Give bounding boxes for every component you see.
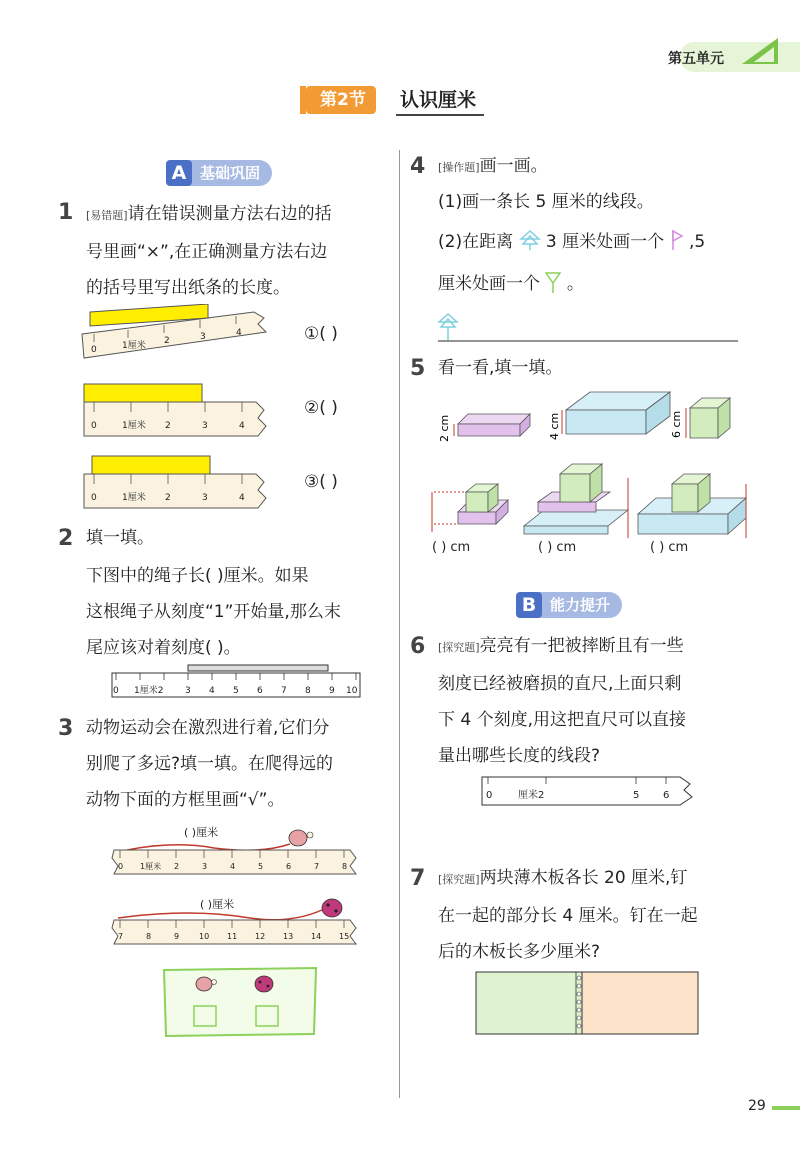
q5-answer-2[interactable]: ( ) cm [538, 540, 577, 555]
q2-r-label-0: 0 [113, 686, 119, 696]
q1-tag: [易错题] [86, 209, 128, 222]
q4-line-3b: 。 [566, 274, 584, 294]
q3-line-3: 动物下面的方框里画“√”。 [86, 790, 285, 810]
slab-block-4cm [562, 392, 670, 434]
q7-line-3: 后的木板长多少厘米? [438, 942, 601, 962]
q6-line-1: 亮亮有一把被摔断且有一些 [479, 636, 684, 656]
q3-label-1: ( )厘米 [184, 826, 219, 839]
q1-r1-label-4: 4 [236, 328, 242, 338]
q3-r1-label-1: 1厘米 [140, 862, 162, 871]
q3-r2-label-3: 10 [199, 932, 210, 941]
q2-r-label-6: 7 [281, 686, 287, 696]
q1-r3-label-2: 2 [165, 493, 171, 503]
q5-blocks-figure [428, 388, 758, 562]
q1-r2-label-4: 4 [239, 421, 245, 431]
q2-r-label-4: 5 [233, 686, 239, 696]
q5-answer-1[interactable]: ( ) cm [432, 540, 471, 555]
cube-block-6cm [686, 398, 730, 438]
q3-text [86, 710, 333, 818]
q1-ruler-3 [78, 454, 274, 514]
q1-text [86, 196, 332, 306]
q1-r1-label-2: 2 [164, 336, 170, 346]
q4-line-1: (1)画一条长 5 厘米的线段。 [438, 192, 654, 212]
snail-icon [289, 830, 313, 846]
q2-ruler [108, 664, 364, 700]
level-a-letter: A [166, 160, 192, 186]
q3-r1-label-6: 6 [286, 862, 292, 871]
q1-line-1: 请在错误测量方法右边的括 [127, 204, 332, 224]
q2-r-label-2: 3 [185, 686, 191, 696]
stack-2 [524, 464, 628, 538]
q3-r1-label-7: 7 [314, 862, 320, 871]
q7-line-1: 两块薄木板各长 20 厘米,钉 [479, 868, 688, 888]
q7-tag: [探究题] [438, 873, 480, 886]
q1-number: 1 [58, 200, 74, 225]
q3-r2-label-1: 8 [146, 932, 152, 941]
q4-drawing-line[interactable] [436, 312, 740, 346]
q6-r-label-3: 6 [663, 790, 670, 801]
flat-block-2cm [454, 414, 530, 436]
q2-line-3: 尾应该对着刻度( )。 [86, 638, 241, 658]
q1-option-1[interactable]: ①( ) [304, 324, 338, 344]
q1-r2-label-1: 1厘米 [122, 421, 146, 431]
q6-broken-ruler [480, 774, 694, 808]
q3-r1-label-4: 4 [230, 862, 236, 871]
q3-r2-label-2: 9 [174, 932, 180, 941]
q6-line-2: 刻度已经被磨损的直尺,上面只剩 [438, 674, 682, 694]
page-number: 29 [748, 1098, 766, 1114]
q7-boards-figure [474, 970, 702, 1036]
q1-r2-label-0: 0 [91, 421, 97, 431]
q4-line-2b: 3 厘米处画一个 [545, 232, 665, 252]
q3-r2-label-0: 7 [118, 932, 124, 941]
flag-icon [670, 229, 684, 251]
q1-r3-label-0: 0 [91, 493, 97, 503]
q7-line-2: 在一起的部分长 4 厘米。钉在一起 [438, 906, 698, 926]
q1-r3-label-4: 4 [239, 493, 245, 503]
q2-r-label-7: 8 [305, 686, 311, 696]
triangle-ruler-icon [740, 36, 780, 66]
q4-line-2c: ,5 [688, 232, 706, 252]
q1-r3-label-1: 1厘米 [122, 493, 146, 503]
q1-ruler-1 [78, 304, 274, 366]
q3-r2-label-7: 14 [311, 932, 322, 941]
q3-r2-label-6: 13 [283, 932, 294, 941]
q3-answer-board [160, 964, 320, 1038]
q1-option-3[interactable]: ③( ) [304, 472, 338, 492]
q3-r1-label-8: 8 [342, 862, 348, 871]
page-accent-bar [772, 1106, 800, 1110]
q2-r-label-9: 10 [346, 686, 358, 696]
q3-line-2: 别爬了多远?填一填。在爬得远的 [86, 754, 334, 774]
ladybug-icon [322, 899, 342, 917]
q3-r1-label-0: 0 [118, 862, 124, 871]
q2-title: 填一填。 [86, 528, 154, 548]
q1-ruler-2 [78, 380, 274, 440]
stack-1 [432, 484, 508, 532]
q1-option-2[interactable]: ②( ) [304, 398, 338, 418]
q6-r-label-2: 5 [633, 790, 640, 801]
q3-r2-label-8: 15 [339, 932, 350, 941]
level-a-label: 基础巩固 [166, 160, 272, 186]
q6-r-label-1: 厘米2 [518, 790, 545, 801]
q3-r2-label-5: 12 [255, 932, 266, 941]
q3-ruler-1 [110, 826, 360, 882]
column-divider [399, 150, 400, 1098]
q6-line-3: 下 4 个刻度,用这把直尺可以直接 [438, 710, 687, 730]
q1-r2-label-3: 3 [202, 421, 208, 431]
q4-number: 4 [410, 154, 426, 179]
q4-title: 画一画。 [479, 156, 548, 176]
q2-r-label-8: 9 [329, 686, 335, 696]
unit-title: 第五单元 [668, 51, 724, 67]
q1-r1-label-3: 3 [200, 332, 206, 342]
level-b-letter: B [516, 592, 542, 618]
q6-number: 6 [410, 634, 426, 659]
stack-3 [638, 474, 746, 538]
q5-dim-3: 6 cm [670, 410, 683, 438]
q3-r2-label-4: 11 [227, 932, 238, 941]
q5-answer-3[interactable]: ( ) cm [650, 540, 689, 555]
q6-r-label-0: 0 [486, 790, 493, 801]
q4-line-3a: 厘米处画一个 [438, 274, 540, 294]
q4-line-3 [438, 266, 584, 302]
q3-r1-label-2: 2 [174, 862, 180, 871]
q1-r1-label-1: 1厘米 [122, 341, 146, 351]
q3-ruler-2 [110, 896, 360, 952]
q1-r1-label-0: 0 [91, 345, 97, 355]
q1-r2-label-2: 2 [165, 421, 171, 431]
q2-text [86, 558, 341, 666]
q4-line-2a: (2)在距离 [438, 232, 514, 252]
tree-icon [519, 230, 541, 250]
section-title: 认识厘米 [396, 86, 484, 116]
q2-line-1: 下图中的绳子长( )厘米。如果 [86, 566, 309, 586]
q3-line-1: 动物运动会在激烈进行着,它们分 [86, 718, 330, 738]
cup-flag-icon [545, 271, 561, 293]
q6-text [438, 628, 686, 774]
q5-dim-2: 4 cm [548, 412, 561, 440]
q2-number: 2 [58, 526, 74, 551]
q5-number: 5 [410, 356, 426, 381]
board-right [582, 972, 698, 1034]
q2-r-label-3: 4 [209, 686, 215, 696]
level-b-label: 能力提升 [516, 592, 622, 618]
q3-r1-label-3: 3 [202, 862, 208, 871]
q1-r3-label-3: 3 [202, 493, 208, 503]
q1-line-2: 号里画“×”,在正确测量方法右边 [86, 242, 328, 262]
q4-tag: [操作题] [438, 161, 480, 174]
board-left [476, 972, 582, 1034]
q7-text [438, 860, 698, 970]
q7-number: 7 [410, 866, 426, 891]
q6-tag: [探究题] [438, 641, 480, 654]
q3-r1-label-5: 5 [258, 862, 264, 871]
q2-line-2: 这根绳子从刻度“1”开始量,那么末 [86, 602, 341, 622]
answer-ladybug-icon [255, 976, 273, 992]
q4-line-2 [438, 224, 705, 260]
q2-r-label-1: 1厘米2 [134, 686, 164, 696]
q3-label-2: ( )厘米 [200, 898, 235, 911]
q2-r-label-5: 6 [257, 686, 263, 696]
section-badge: 第2节 [306, 86, 376, 114]
tree-marker-icon [439, 314, 457, 341]
q5-dim-1: 2 cm [438, 414, 451, 442]
q1-line-3: 的括号里写出纸条的长度。 [86, 278, 290, 298]
q3-number: 3 [58, 716, 74, 741]
q6-line-4: 量出哪些长度的线段? [438, 746, 601, 766]
q5-title: 看一看,填一填。 [438, 358, 563, 378]
